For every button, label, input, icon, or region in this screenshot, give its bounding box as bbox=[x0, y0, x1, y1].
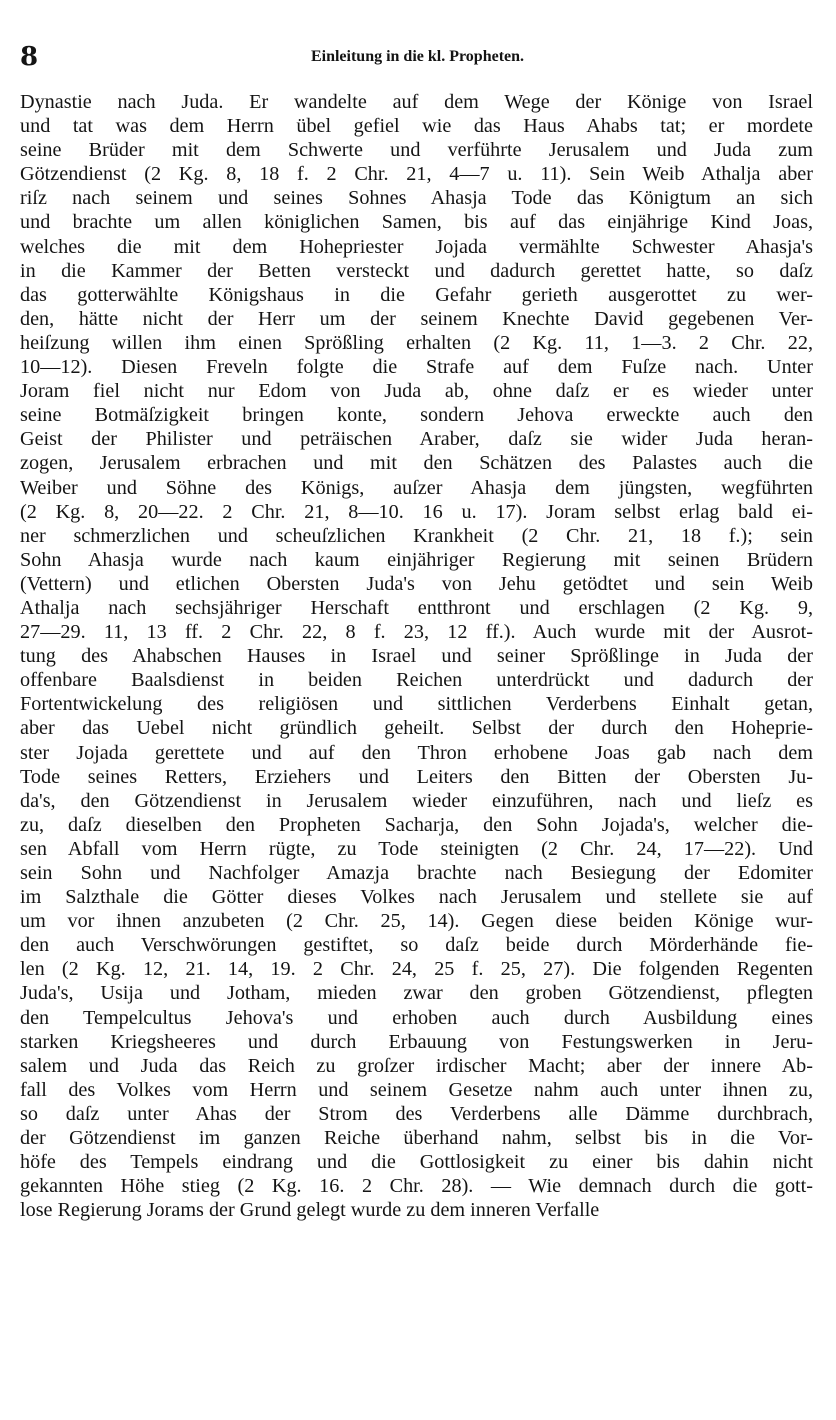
text-line: der Götzendienst im ganzen Reiche überhand nahm, selbst bis in die Vor- bbox=[20, 1127, 813, 1150]
text-line: ster Jojada gerettete und auf den Thron erhobene Joas gab nach dem bbox=[20, 741, 813, 764]
text-line: um vor ihnen anzubeten (2 Chr. 25, 14). Gegen diese beiden Könige wur- bbox=[20, 910, 813, 933]
text-line: lose Regierung Jorams der Grund gelegt wurde zu dem inneren Verfalle bbox=[20, 1199, 600, 1222]
text-line: Juda's, Usija und Jotham, mieden zwar den groben Götzendienst, pflegten bbox=[20, 982, 813, 1005]
text-line: salem und Juda das Reich zu groſzer irdischer Macht; aber der innere Ab- bbox=[20, 1054, 813, 1077]
text-line: Athalja nach sechsjähriger Herschaft entthront und erschlagen (2 Kg. 9, bbox=[20, 596, 813, 619]
text-line: seine Brüder mit dem Schwerte und verführte Jerusalem und Juda zum bbox=[20, 139, 813, 162]
text-line: in die Kammer der Betten versteckt und dadurch gerettet hatte, so daſz bbox=[20, 259, 813, 282]
text-line: ner schmerzlichen und scheuſzlichen Krankheit (2 Chr. 21, 18 f.); sein bbox=[20, 524, 813, 547]
text-line: riſz nach seinem und seines Sohnes Ahasja Tode das Königtum an sich bbox=[20, 187, 813, 210]
text-line: so daſz unter Ahas der Strom des Verderbens alle Dämme durchbrach, bbox=[20, 1102, 813, 1125]
text-line: gekannten Höhe stieg (2 Kg. 16. 2 Chr. 28). — Wie demnach durch die gott- bbox=[20, 1175, 813, 1198]
text-line: Sohn Ahasja wurde nach kaum einjähriger Regierung mit seinen Brüdern bbox=[20, 548, 813, 571]
text-line: Geist der Philister und peträischen Araber, daſz sie wider Juda heran- bbox=[20, 428, 813, 451]
text-line: 10—12). Diesen Freveln folgte die Strafe auf dem Fuſze nach. Unter bbox=[20, 356, 813, 379]
text-line: Fortentwickelung des religiösen und sittlichen Verderbens Einhalt getan, bbox=[20, 693, 813, 716]
text-line: starken Kriegsheeres und durch Erbauung von Festungswerken in Jeru- bbox=[20, 1030, 813, 1053]
text-line: welches die mit dem Hohepriester Jojada vermählte Schwester Ahasja's bbox=[20, 235, 813, 258]
text-line: (2 Kg. 8, 20—22. 2 Chr. 21, 8—10. 16 u. 17). Joram selbst erlag bald ei- bbox=[20, 500, 813, 523]
running-title: Einleitung in die kl. Propheten. bbox=[310, 48, 525, 65]
text-line: zu, daſz dieselben den Propheten Sacharja, den Sohn Jojada's, welcher die- bbox=[20, 813, 813, 836]
text-line: heiſzung willen ihm einen Sprößling erhalten (2 Kg. 11, 1—3. 2 Chr. 22, bbox=[20, 331, 813, 354]
text-line: Joram fiel nicht nur Edom von Juda ab, ohne daſz er es wieder unter bbox=[20, 380, 813, 403]
page-header bbox=[20, 40, 815, 74]
text-line: Weiber und Söhne des Königs, auſzer Ahasja dem jüngsten, wegführten bbox=[20, 476, 813, 499]
text-line: len (2 Kg. 12, 21. 14, 19. 2 Chr. 24, 25 f. 25, 27). Die folgenden Regenten bbox=[20, 958, 813, 981]
text-line: seine Botmäſzigkeit bringen konte, sondern Jehova erweckte auch den bbox=[20, 404, 813, 427]
text-line: zogen, Jerusalem erbrachen und mit den Schätzen des Palastes auch die bbox=[20, 452, 813, 475]
text-line: tung des Ahabschen Hauses in Israel und seiner Sprößlinge in Juda der bbox=[20, 645, 813, 668]
text-line: fall des Volkes vom Herrn und seinem Gesetze nahm auch unter ihnen zu, bbox=[20, 1078, 813, 1101]
text-line: im Salzthale die Götter dieses Volkes nach Jerusalem und stellete sie auf bbox=[20, 886, 813, 909]
page-number: 8 bbox=[20, 42, 39, 72]
text-line: offenbare Baalsdienst in beiden Reichen unterdrückt und dadurch der bbox=[20, 669, 813, 692]
text-line: den, hätte nicht der Herr um der seinem Knechte David gegebenen Ver- bbox=[20, 307, 813, 330]
text-line: und brachte um allen königlichen Samen, bis auf das einjährige Kind Joas, bbox=[20, 211, 813, 234]
text-line: sen Abfall vom Herrn rügte, zu Tode steinigten (2 Chr. 24, 17—22). Und bbox=[20, 837, 813, 860]
text-line: Tode seines Retters, Erziehers und Leiters den Bitten der Obersten Ju- bbox=[20, 765, 813, 788]
text-line: höfe des Tempels eindrang und die Gottlosigkeit zu einer bis dahin nicht bbox=[20, 1151, 813, 1174]
text-line: Dynastie nach Juda. Er wandelte auf dem Wege der Könige von Israel bbox=[20, 91, 813, 113]
body-text bbox=[20, 90, 813, 1222]
text-line: 27—29. 11, 13 ff. 2 Chr. 22, 8 f. 23, 12 ff.). Auch wurde mit der Ausrot- bbox=[20, 621, 813, 644]
text-line: den auch Verschwörungen gestiftet, so daſz beide durch Mörderhände fie- bbox=[20, 934, 813, 957]
text-line: sein Sohn und Nachfolger Amazja brachte nach Besiegung der Edomiter bbox=[20, 862, 813, 884]
text-line: den Tempelcultus Jehova's und erhoben auch durch Ausbildung eines bbox=[20, 1006, 813, 1029]
text-line: das gotterwählte Königshaus in die Gefahr gerieth ausgerottet zu wer- bbox=[20, 283, 813, 306]
text-line: aber das Uebel nicht gründlich geheilt. Selbst der durch den Hoheprie- bbox=[20, 717, 813, 740]
text-line: Götzendienst (2 Kg. 8, 18 f. 2 Chr. 21, 4—7 u. 11). Sein Weib Athalja aber bbox=[20, 163, 813, 186]
text-line: da's, den Götzendienst in Jerusalem wieder einzuführen, nach und lieſz es bbox=[20, 789, 813, 812]
text-line: (Vettern) und etlichen Obersten Juda's von Jehu getödtet und sein Weib bbox=[20, 572, 813, 595]
text-line: und tat was dem Herrn übel gefiel wie das Haus Ahabs tat; er mordete bbox=[20, 115, 813, 138]
